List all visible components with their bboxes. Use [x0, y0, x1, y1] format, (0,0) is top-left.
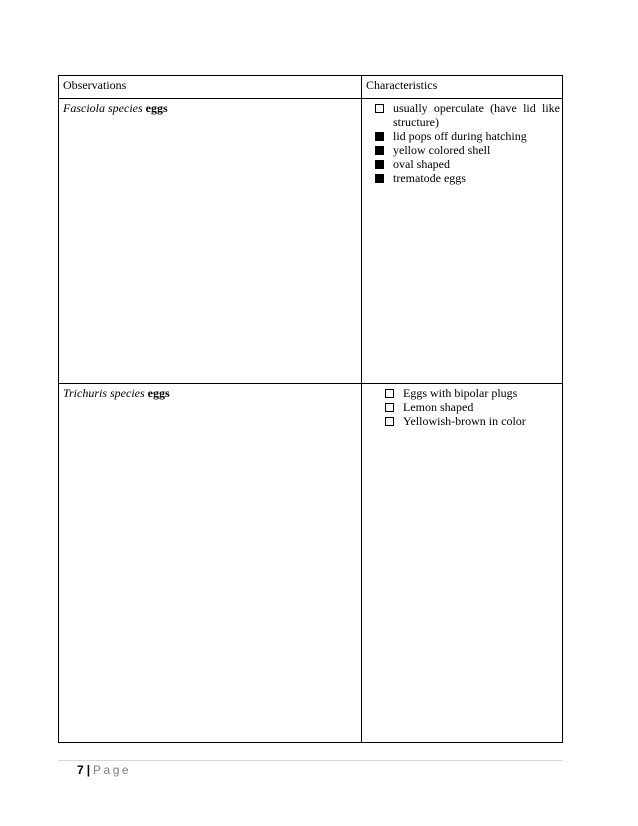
footer-divider	[58, 760, 563, 761]
hollow-square-bullet-icon	[385, 403, 394, 412]
list-item	[366, 101, 560, 129]
observation-species: Fasciola species	[63, 101, 143, 115]
characteristics-cell	[366, 101, 560, 185]
observation-eggs: eggs	[147, 386, 170, 400]
page-footer	[77, 763, 131, 777]
list-item-text: Lemon shaped	[403, 400, 474, 414]
filled-square-bullet-icon	[375, 160, 384, 169]
list-item-text: Yellowish-brown in color	[403, 414, 526, 428]
filled-square-bullet-icon	[375, 174, 384, 183]
page-label: Page	[93, 763, 132, 777]
list-item-text: yellow colored shell	[393, 143, 491, 157]
list-item	[366, 157, 560, 171]
hollow-square-bullet-icon	[385, 417, 394, 426]
list-item	[366, 143, 560, 157]
characteristics-cell	[366, 386, 560, 428]
list-item-text: lid pops off during hatching	[393, 129, 527, 143]
list-item-text: Eggs with bipolar plugs	[403, 386, 518, 400]
page-number: 7	[77, 763, 84, 777]
observation-eggs: eggs	[145, 101, 168, 115]
header-observations: Observations	[63, 78, 127, 92]
column-divider	[361, 76, 362, 742]
list-item-text: usually operculate (have lid like structure)	[393, 101, 560, 129]
hollow-square-bullet-icon	[375, 104, 384, 113]
characteristics-list	[366, 386, 560, 428]
filled-square-bullet-icon	[375, 146, 384, 155]
header-characteristics: Characteristics	[366, 78, 438, 92]
list-item-text: trematode eggs	[393, 171, 466, 185]
observations-table	[58, 75, 563, 743]
observation-cell	[63, 101, 355, 115]
list-item	[366, 129, 560, 143]
list-item-text: oval shaped	[393, 157, 450, 171]
observation-cell	[63, 386, 355, 400]
list-item	[366, 400, 560, 414]
characteristics-list	[366, 101, 560, 185]
observation-species: Trichuris species	[63, 386, 145, 400]
row-divider	[59, 383, 562, 384]
list-item	[366, 386, 560, 400]
hollow-square-bullet-icon	[385, 389, 394, 398]
footer-separator: |	[86, 763, 91, 777]
header-divider	[59, 98, 562, 99]
list-item	[366, 171, 560, 185]
filled-square-bullet-icon	[375, 132, 384, 141]
list-item	[366, 414, 560, 428]
